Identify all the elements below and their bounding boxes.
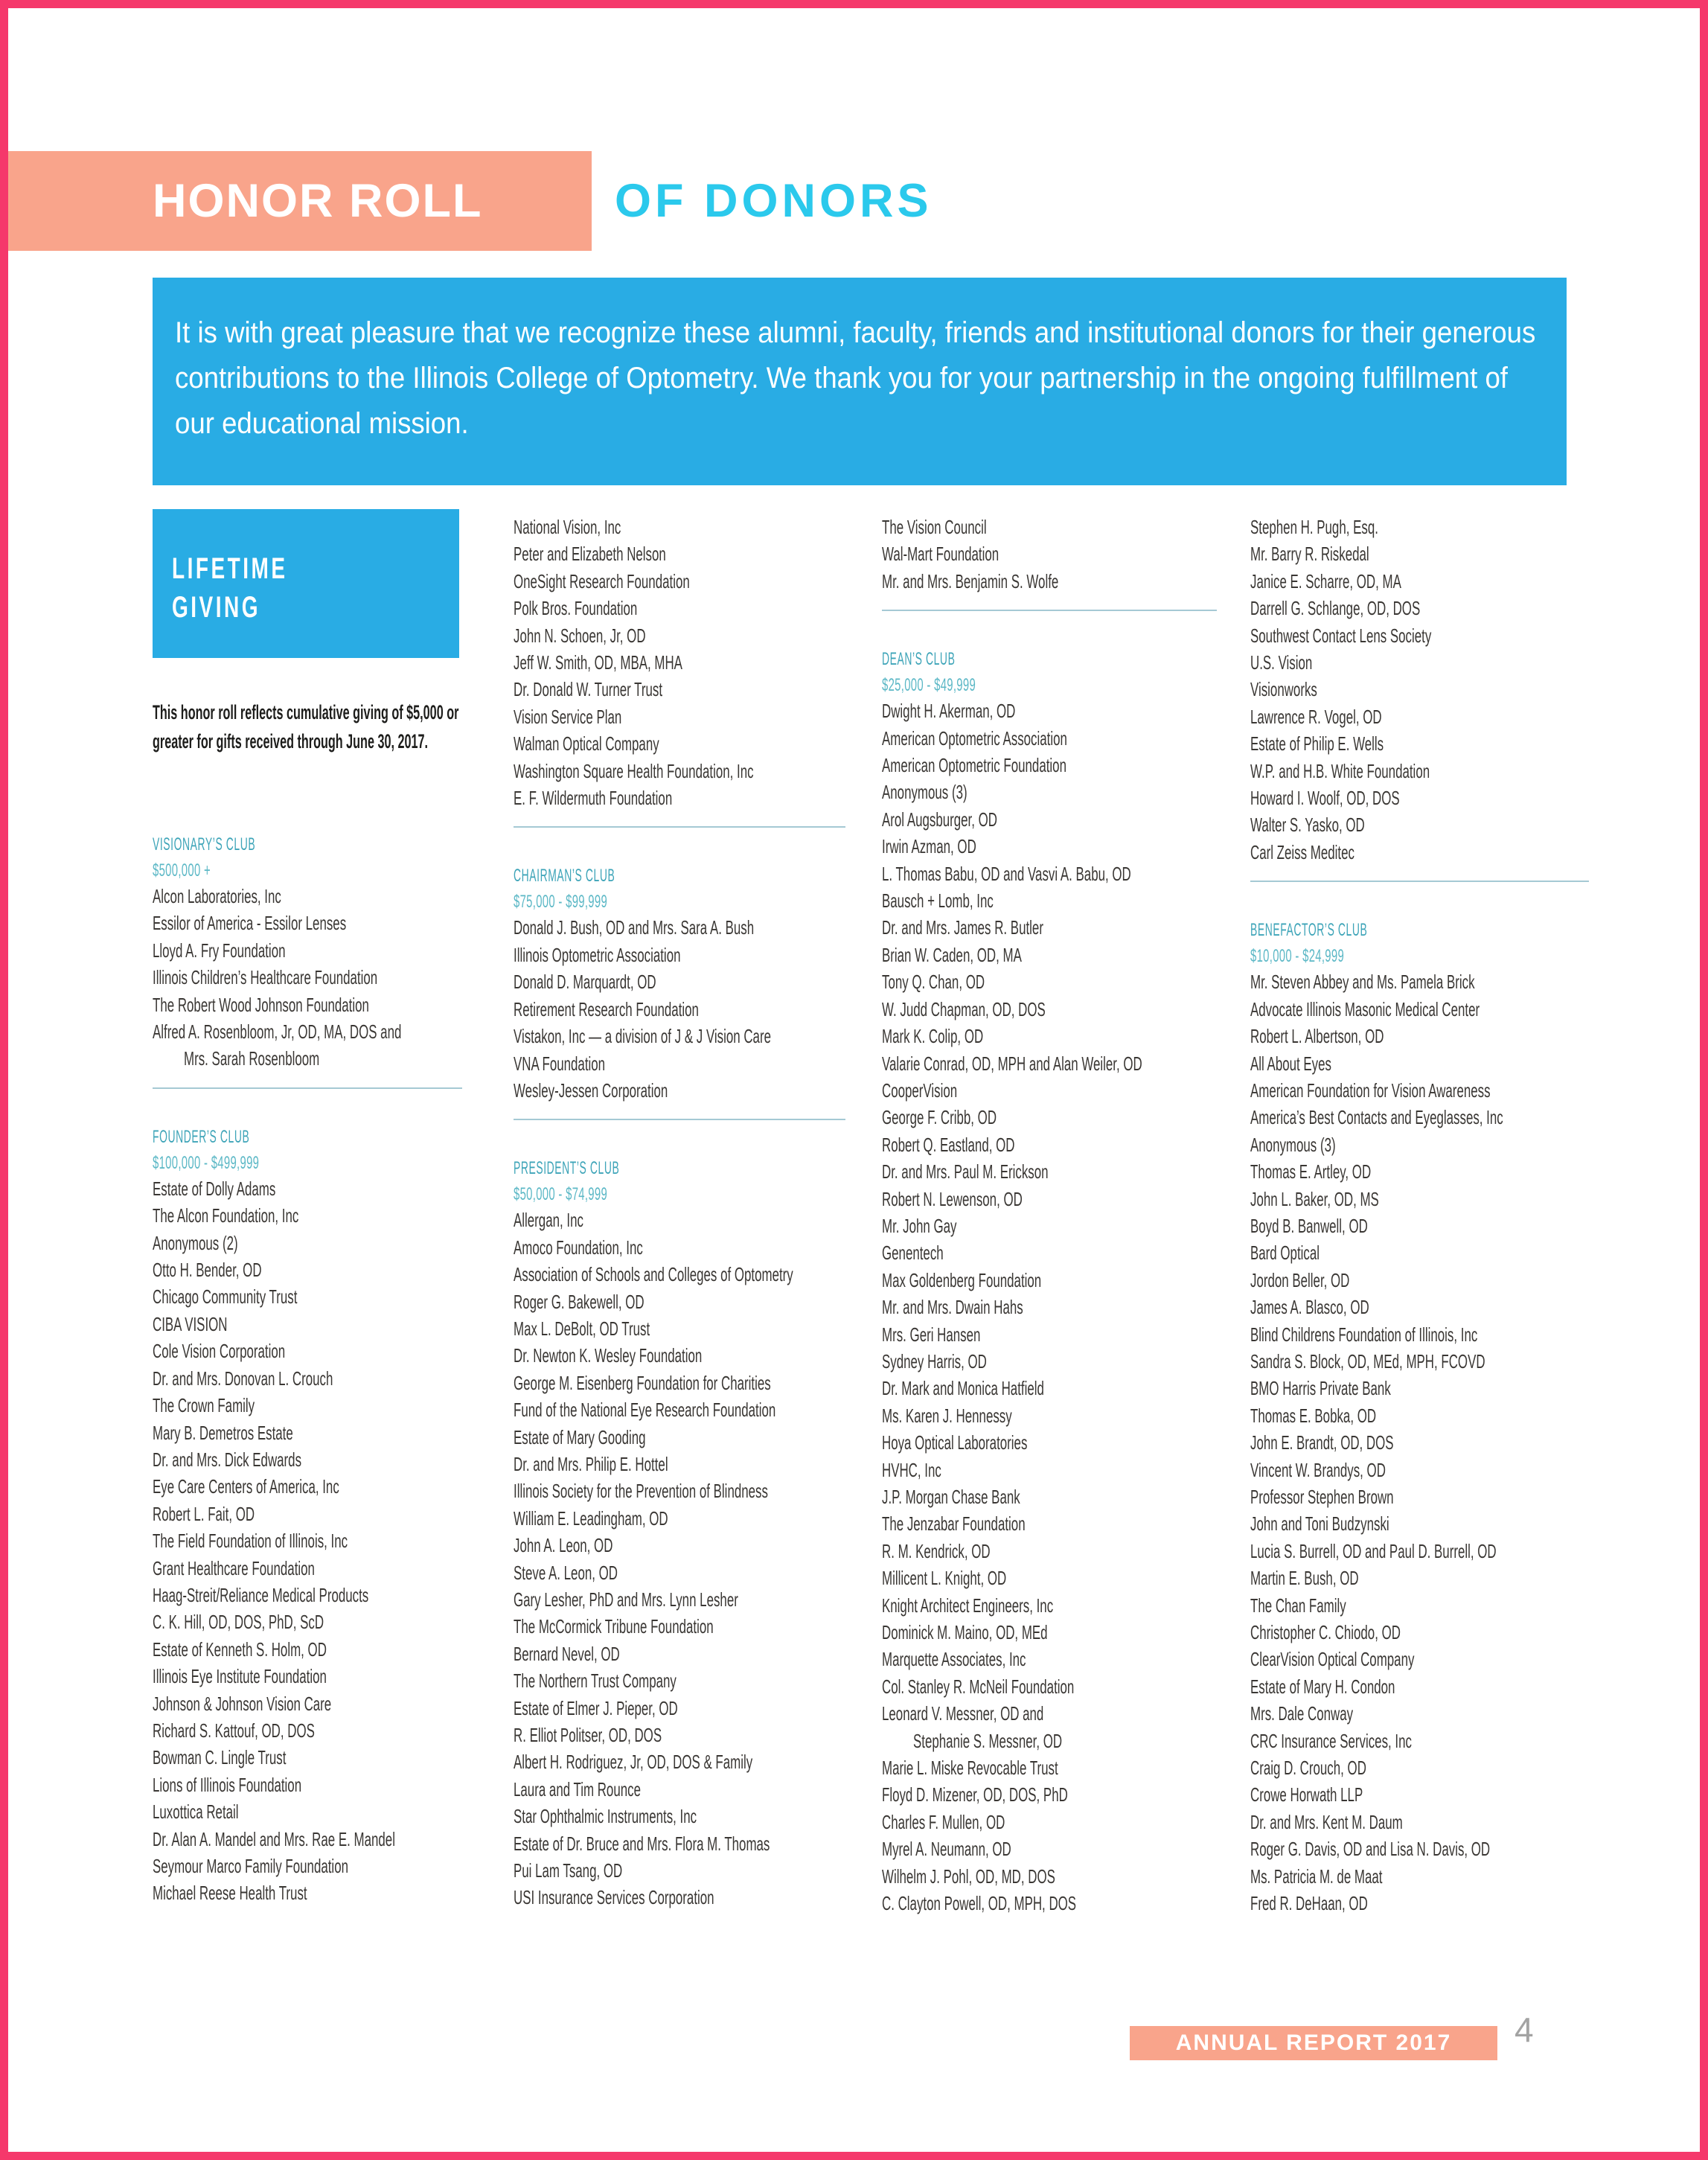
club-giving-range: $500,000 + (153, 860, 211, 881)
donor-name: The Crown Family (153, 1394, 255, 1417)
donor-name: Steve A. Leon, OD (514, 1561, 618, 1584)
donor-name: Estate of Dr. Bruce and Mrs. Flora M. Thomas (514, 1832, 770, 1855)
donor-name: Mrs. Dale Conway (1250, 1702, 1354, 1725)
donor-name: Jeff W. Smith, OD, MBA, MHA (514, 651, 682, 674)
donor-name: Stephanie S. Messner, OD (913, 1729, 1063, 1752)
donor-name: Robert L. Fait, OD (153, 1502, 255, 1525)
donor-name: Sandra S. Block, OD, MEd, MPH, FCOVD (1250, 1349, 1485, 1373)
intro-text: It is with great pleasure that we recognize these alumni, faculty, friends and institutional donors for their generous contributions to the Illinois College of Optometry. We thank you for your partnership in the ongoing fulfillment of our educational mission. (175, 316, 1536, 440)
donor-list (1250, 514, 1593, 866)
donor-name: All About Eyes (1250, 1052, 1331, 1075)
donor-name: John A. Leon, OD (514, 1534, 613, 1557)
donor-name: Ms. Patricia M. de Maat (1250, 1865, 1383, 1888)
donor-name: American Optometric Foundation (882, 754, 1066, 777)
donor-name: American Foundation for Vision Awareness (1250, 1079, 1491, 1102)
donor-name: CRC Insurance Services, Inc (1250, 1729, 1412, 1752)
donor-name: Advocate Illinois Masonic Medical Center (1250, 997, 1480, 1020)
donor-name: Dr. Alan A. Mandel and Mrs. Rae E. Mandel (153, 1827, 395, 1850)
donor-name: Mark K. Colip, OD (882, 1025, 984, 1048)
donor-name: Star Ophthalmic Instruments, Inc (514, 1805, 697, 1828)
lifetime-giving-line2: GIVING (172, 591, 261, 624)
donor-name: Knight Architect Engineers, Inc (882, 1594, 1054, 1617)
donor-name: Association of Schools and Colleges of Optometry (514, 1263, 793, 1286)
donor-name: Peter and Elizabeth Nelson (514, 543, 666, 566)
donor-name: Amoco Foundation, Inc (514, 1236, 643, 1259)
donor-name: Vincent W. Brandys, OD (1250, 1458, 1386, 1481)
donor-name: Dominick M. Maino, OD, MEd (882, 1621, 1048, 1644)
section-divider (153, 1087, 462, 1089)
section-divider (1250, 881, 1589, 882)
section-divider (882, 610, 1217, 611)
donor-column-1 (153, 831, 465, 1907)
club-title: BENEFACTOR’S CLUB (1250, 920, 1368, 941)
donor-list (514, 1207, 848, 1911)
club-section (882, 645, 1221, 1917)
donor-name: John E. Brandt, OD, DOS (1250, 1431, 1394, 1454)
donor-name: Richard S. Kattouf, OD, DOS (153, 1719, 315, 1742)
donor-name: Alcon Laboratories, Inc (153, 885, 281, 907)
donor-name: Dwight H. Akerman, OD (882, 700, 1016, 723)
donor-name: Crowe Horwath LLP (1250, 1783, 1363, 1806)
donor-name: Mr. Steven Abbey and Ms. Pamela Brick (1250, 971, 1475, 994)
donor-name: Floyd D. Mizener, OD, DOS, PhD (882, 1783, 1068, 1806)
donor-name: Max L. DeBolt, OD Trust (514, 1317, 650, 1340)
donor-name: R. M. Kendrick, OD (882, 1539, 991, 1562)
donor-name: Janice E. Scharre, OD, MA (1250, 569, 1401, 592)
donor-name: Mrs. Geri Hansen (882, 1323, 981, 1346)
donor-name: Howard I. Woolf, OD, DOS (1250, 787, 1400, 810)
donor-name: BMO Harris Private Bank (1250, 1377, 1391, 1400)
donor-name: Fred R. DeHaan, OD (1250, 1892, 1368, 1915)
donor-name: William E. Leadingham, OD (514, 1506, 668, 1530)
club-title: DEAN’S CLUB (882, 649, 956, 670)
donor-name: Vistakon, Inc — a division of J & J Vision Care (514, 1025, 771, 1048)
donor-name: The McCormick Tribune Foundation (514, 1615, 714, 1638)
club-section (1250, 916, 1593, 1917)
donor-name: C. K. Hill, OD, DOS, PhD, ScD (153, 1611, 324, 1634)
donor-name: W. Judd Chapman, OD, DOS (882, 997, 1046, 1020)
donor-name: Charles F. Mullen, OD (882, 1810, 1005, 1833)
donor-name: Genentech (882, 1242, 944, 1265)
donor-name: John and Toni Budzynski (1250, 1512, 1389, 1536)
donor-name: Vision Service Plan (514, 705, 622, 728)
donor-name: Boyd B. Banwell, OD (1250, 1214, 1368, 1237)
donor-name: Dr. and Mrs. Philip E. Hottel (514, 1452, 668, 1475)
donor-name: Irwin Azman, OD (882, 835, 976, 858)
donor-name: Grant Healthcare Foundation (153, 1556, 315, 1579)
donor-name: C. Clayton Powell, OD, MPH, DOS (882, 1892, 1077, 1915)
donor-name: Darrell G. Schlange, OD, DOS (1250, 597, 1421, 620)
donor-name: George M. Eisenberg Foundation for Charities (514, 1371, 771, 1394)
donor-name: Illinois Children’s Healthcare Foundation (153, 966, 378, 989)
club-title: VISIONARY’S CLUB (153, 834, 256, 854)
donor-name: Estate of Mary Gooding (514, 1425, 646, 1448)
donor-name: Dr. and Mrs. Paul M. Erickson (882, 1160, 1049, 1183)
donor-name: U.S. Vision (1250, 651, 1313, 674)
donor-name: John L. Baker, OD, MS (1250, 1187, 1379, 1210)
donor-name: Dr. and Mrs. Kent M. Daum (1250, 1810, 1403, 1833)
donor-column-2 (514, 514, 848, 1911)
donor-name: The Robert Wood Johnson Foundation (153, 993, 369, 1016)
donor-name: Valarie Conrad, OD, MPH and Alan Weiler, OD (882, 1052, 1142, 1075)
donor-list (153, 883, 465, 1073)
lifetime-giving-line1: LIFETIME (172, 552, 288, 585)
donor-name: Bard Optical (1250, 1242, 1320, 1265)
donor-name: ClearVision Optical Company (1250, 1648, 1415, 1671)
donor-name: The Jenzabar Foundation (882, 1512, 1026, 1536)
donor-name: Retirement Research Foundation (514, 997, 699, 1020)
donor-name: Marie L. Miske Revocable Trust (882, 1757, 1058, 1780)
donor-name: Illinois Optometric Association (514, 943, 681, 966)
club-giving-range: $75,000 - $99,999 (514, 892, 608, 913)
donor-name: Estate of Mary H. Condon (1250, 1675, 1395, 1698)
donor-name: Anonymous (2) (153, 1231, 238, 1254)
donor-name: Allergan, Inc (514, 1209, 583, 1232)
donor-name: E. F. Wildermuth Foundation (514, 787, 673, 810)
donor-list (514, 514, 848, 811)
donor-name: Jordon Beller, OD (1250, 1268, 1350, 1291)
donor-name: Mr. John Gay (882, 1214, 957, 1237)
donor-name: Johnson & Johnson Vision Care (153, 1692, 332, 1715)
donor-name: Col. Stanley R. McNeil Foundation (882, 1675, 1075, 1698)
donor-name: Dr. and Mrs. James R. Butler (882, 916, 1043, 939)
donor-name: Chicago Community Trust (153, 1285, 298, 1309)
donor-name: Washington Square Health Foundation, Inc (514, 759, 754, 782)
donor-name: Laura and Tim Rounce (514, 1777, 641, 1800)
section-divider (514, 1119, 845, 1120)
donor-name: Brian W. Caden, OD, MA (882, 943, 1022, 966)
donor-name: Estate of Dolly Adams (153, 1177, 276, 1200)
donor-name: Walman Optical Company (514, 732, 659, 755)
donor-name: Cole Vision Corporation (153, 1340, 286, 1363)
donor-name: George F. Cribb, OD (882, 1106, 997, 1129)
donor-name: Craig D. Crouch, OD (1250, 1757, 1366, 1780)
club-section (514, 862, 848, 1104)
donor-name: Walter S. Yasko, OD (1250, 814, 1365, 837)
footer-bar (1130, 2026, 1497, 2060)
club-giving-range: $10,000 - $24,999 (1250, 946, 1345, 967)
donor-name: Dr. Mark and Monica Hatfield (882, 1377, 1044, 1400)
donor-name: Professor Stephen Brown (1250, 1486, 1394, 1508)
donor-name: Haag-Streit/Reliance Medical Products (153, 1583, 369, 1606)
donor-name: Hoya Optical Laboratories (882, 1431, 1028, 1454)
page-number: 4 (1515, 2010, 1534, 2049)
donor-name: Seymour Marco Family Foundation (153, 1855, 348, 1877)
club-giving-range: $50,000 - $74,999 (514, 1184, 608, 1205)
donor-name: Donald J. Bush, OD and Mrs. Sara A. Bush (514, 916, 755, 939)
donor-name: Max Goldenberg Foundation (882, 1268, 1042, 1291)
donor-name: L. Thomas Babu, OD and Vasvi A. Babu, OD (882, 862, 1131, 885)
donor-name: J.P. Morgan Chase Bank (882, 1486, 1020, 1508)
donor-name: Polk Bros. Foundation (514, 597, 638, 620)
donor-name: Wesley-Jessen Corporation (514, 1079, 668, 1102)
donor-name: Anonymous (3) (1250, 1133, 1336, 1156)
donor-name: USI Insurance Services Corporation (514, 1886, 714, 1909)
donor-name: Mr. and Mrs. Dwain Hahs (882, 1296, 1023, 1319)
donor-name: Pui Lam Tsang, OD (514, 1859, 623, 1882)
donor-name: Robert L. Albertson, OD (1250, 1025, 1384, 1048)
club-title: CHAIRMAN’S CLUB (514, 866, 615, 886)
donor-name: Visionworks (1250, 678, 1317, 701)
donor-name: Albert H. Rodriguez, Jr, OD, DOS & Family (514, 1751, 753, 1774)
donor-name: CooperVision (882, 1079, 958, 1102)
donor-name: Robert N. Lewenson, OD (882, 1187, 1023, 1210)
club-section (514, 1154, 848, 1911)
section-divider (514, 826, 845, 828)
donor-name: Essilor of America - Essilor Lenses (153, 912, 347, 935)
donor-name: The Alcon Foundation, Inc (153, 1204, 299, 1227)
donor-name: Wilhelm J. Pohl, OD, MD, DOS (882, 1865, 1055, 1888)
donor-name: Mr. Barry R. Riskedal (1250, 543, 1369, 566)
donor-name: Estate of Kenneth S. Holm, OD (153, 1637, 327, 1661)
donor-name: Dr. Newton K. Wesley Foundation (514, 1344, 703, 1367)
donor-name: Bowman C. Lingle Trust (153, 1746, 287, 1769)
donor-name: Luxottica Retail (153, 1800, 239, 1824)
donor-name: Alfred A. Rosenbloom, Jr, OD, MA, DOS and (153, 1020, 402, 1044)
donor-name: Illinois Society for the Prevention of Blindness (514, 1480, 768, 1503)
donor-list (514, 914, 848, 1104)
donor-name: R. Elliot Politser, OD, DOS (514, 1724, 662, 1747)
donor-name: HVHC, Inc (882, 1458, 941, 1481)
club-title: FOUNDER’S CLUB (153, 1126, 250, 1147)
donor-column-3 (882, 514, 1221, 1917)
donor-name: Lawrence R. Vogel, OD (1250, 705, 1382, 728)
donor-column-4 (1250, 514, 1593, 1917)
donor-name: National Vision, Inc (514, 516, 621, 538)
donor-name: Blind Childrens Foundation of Illinois, Inc (1250, 1323, 1478, 1346)
donor-name: OneSight Research Foundation (514, 569, 690, 592)
donor-name: Mary B. Demetros Estate (153, 1421, 293, 1444)
club-section (153, 831, 465, 1073)
donor-name: Otto H. Bender, OD (153, 1259, 262, 1282)
donor-name: Estate of Elmer J. Pieper, OD (514, 1696, 678, 1719)
donor-name: John N. Schoen, Jr, OD (514, 624, 646, 647)
donor-name: Dr. and Mrs. Dick Edwards (153, 1448, 302, 1471)
donor-name: Bausch + Lomb, Inc (882, 889, 994, 913)
donor-name: W.P. and H.B. White Foundation (1250, 759, 1430, 782)
donor-name: The Vision Council (882, 516, 987, 538)
donor-name: Dr. and Mrs. Donovan L. Crouch (153, 1367, 333, 1390)
donor-name: VNA Foundation (514, 1052, 606, 1075)
title-bar (8, 151, 592, 251)
lifetime-giving-box (153, 509, 459, 658)
donor-name: Myrel A. Neumann, OD (882, 1838, 1011, 1861)
donor-name: Millicent L. Knight, OD (882, 1567, 1007, 1590)
donor-name: Roger G. Bakewell, OD (514, 1290, 645, 1313)
donor-name: Carl Zeiss Meditec (1250, 840, 1354, 863)
donor-name: Thomas E. Bobka, OD (1250, 1404, 1377, 1427)
club-title: PRESIDENT’S CLUB (514, 1158, 620, 1179)
donor-name: Lucia S. Burrell, OD and Paul D. Burrell, OD (1250, 1539, 1497, 1562)
footer-label: ANNUAL REPORT 2017 (1175, 2030, 1452, 2055)
donor-name: Lloyd A. Fry Foundation (153, 939, 286, 962)
donor-name: Leonard V. Messner, OD and (882, 1702, 1044, 1725)
donor-name: Eye Care Centers of America, Inc (153, 1475, 339, 1498)
giving-note: This honor roll reflects cumulative giving of $5,000 or greater for gifts received through June 30, 2017. (153, 701, 459, 753)
donor-name: Donald D. Marquardt, OD (514, 971, 656, 994)
donor-name: Estate of Philip E. Wells (1250, 732, 1384, 755)
donor-name: Illinois Eye Institute Foundation (153, 1665, 327, 1688)
donor-name: Sydney Harris, OD (882, 1349, 987, 1373)
club-section (153, 1123, 465, 1907)
donor-name: America’s Best Contacts and Eyeglasses, Inc (1250, 1106, 1503, 1129)
club-giving-range: $100,000 - $499,999 (153, 1152, 260, 1173)
donor-list (882, 697, 1221, 1917)
donor-name: Fund of the National Eye Research Foundation (514, 1399, 776, 1422)
donor-name: Marquette Associates, Inc (882, 1648, 1026, 1671)
donor-name: Lions of Illinois Foundation (153, 1773, 302, 1796)
donor-name: James A. Blasco, OD (1250, 1296, 1369, 1319)
donor-name: Mrs. Sarah Rosenbloom (184, 1047, 320, 1070)
donor-name: Tony Q. Chan, OD (882, 971, 985, 994)
donor-name: Wal-Mart Foundation (882, 543, 999, 566)
donor-name: Gary Lesher, PhD and Mrs. Lynn Lesher (514, 1588, 738, 1611)
donor-name: Anonymous (3) (882, 781, 967, 804)
donor-name: The Chan Family (1250, 1594, 1346, 1617)
club-giving-range: $25,000 - $49,999 (882, 675, 976, 696)
donor-name: Michael Reese Health Trust (153, 1882, 307, 1905)
donor-name: Bernard Nevel, OD (514, 1642, 620, 1665)
donor-name: Roger G. Davis, OD and Lisa N. Davis, OD (1250, 1838, 1491, 1861)
donor-name: Dr. Donald W. Turner Trust (514, 678, 663, 701)
intro-box (153, 278, 1567, 485)
donor-name: Southwest Contact Lens Society (1250, 624, 1432, 647)
donor-name: Ms. Karen J. Hennessy (882, 1404, 1012, 1427)
donor-name: Christopher C. Chiodo, OD (1250, 1621, 1401, 1644)
donor-list (153, 1175, 465, 1907)
donor-name: Arol Augsburger, OD (882, 808, 998, 831)
page-title-rest: OF DONORS (615, 175, 933, 227)
donor-name: Stephen H. Pugh, Esq. (1250, 516, 1378, 538)
donor-name: Mr. and Mrs. Benjamin S. Wolfe (882, 569, 1059, 592)
page-title-highlight: HONOR ROLL (153, 175, 483, 227)
donor-name: Thomas E. Artley, OD (1250, 1160, 1372, 1183)
donor-name: American Optometric Association (882, 726, 1067, 750)
donor-name: CIBA VISION (153, 1312, 228, 1335)
donor-name: Martin E. Bush, OD (1250, 1567, 1359, 1590)
donor-list (882, 514, 1221, 595)
donor-name: The Field Foundation of Illinois, Inc (153, 1530, 348, 1553)
donor-name: Robert Q. Eastland, OD (882, 1133, 1015, 1156)
donor-name: The Northern Trust Company (514, 1669, 677, 1693)
donor-list (1250, 968, 1593, 1917)
